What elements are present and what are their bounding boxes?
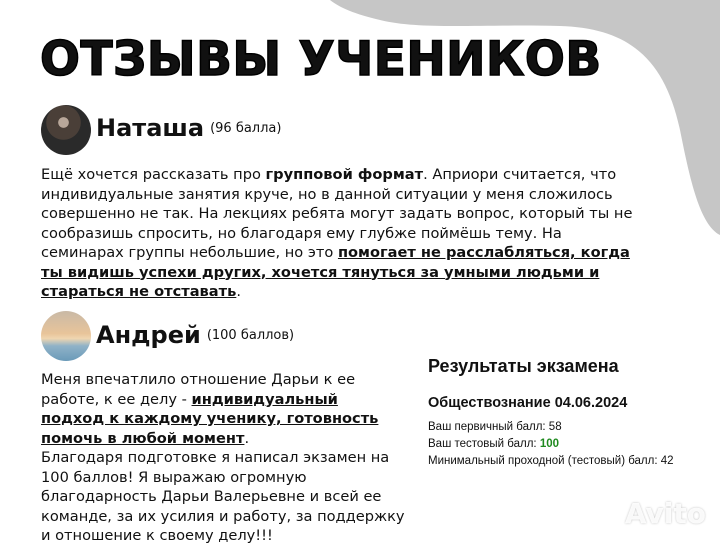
results-subject: Обществознание 04.06.2024 [428, 395, 628, 411]
test-score: Ваш тестовый балл: 100 [428, 438, 560, 450]
results-heading: Результаты экзамена [428, 356, 619, 376]
review-text: Ещё хочется рассказать про групповой формат. Априори считается, что индивидуальные занятия круче, но в данной ситуации у меня сложилось совершенно не так. На лекциях ребята могут задать вопрос, который ты не сообразишь спросить, но благодаря ему глубже поймёшь тему. На семинарах группы небольшие, но это помогает не расслабляться, когда ты видишь успехи других, хочется тянуться за умными людьми и стараться не отставать. [41, 166, 633, 300]
page-title: ОТЗЫВЫ УЧЕНИКОВ [40, 32, 602, 87]
reviewer-score: (96 балла) [210, 121, 282, 136]
avatar-andrey [41, 311, 91, 361]
exam-results [428, 356, 674, 470]
reviewer-name: Андрей (100 баллов) [96, 321, 295, 349]
review-text: Меня впечатлило отношение Дарьи к ее работе, к ее делу - индивидуальный подход к каждому ученику, готовность помочь в любой момент. Благодаря подготовке я написал экзамен на 100 баллов! Я выражаю огромную благодарность Дарьи Валерьевне и всей ее команде, за их усилия и работу, за поддержку и отношение к своему делу!!! [41, 371, 405, 544]
avito-watermark: Avito [624, 497, 706, 530]
avatar-natasha [41, 105, 91, 155]
reviewer-score: (100 баллов) [206, 328, 295, 343]
min-score: Минимальный проходной (тестовый) балл: 42 [428, 455, 674, 467]
reviewer-name: Наташа (96 балла) [96, 114, 282, 142]
primary-score: Ваш первичный балл: 58 [428, 421, 562, 433]
